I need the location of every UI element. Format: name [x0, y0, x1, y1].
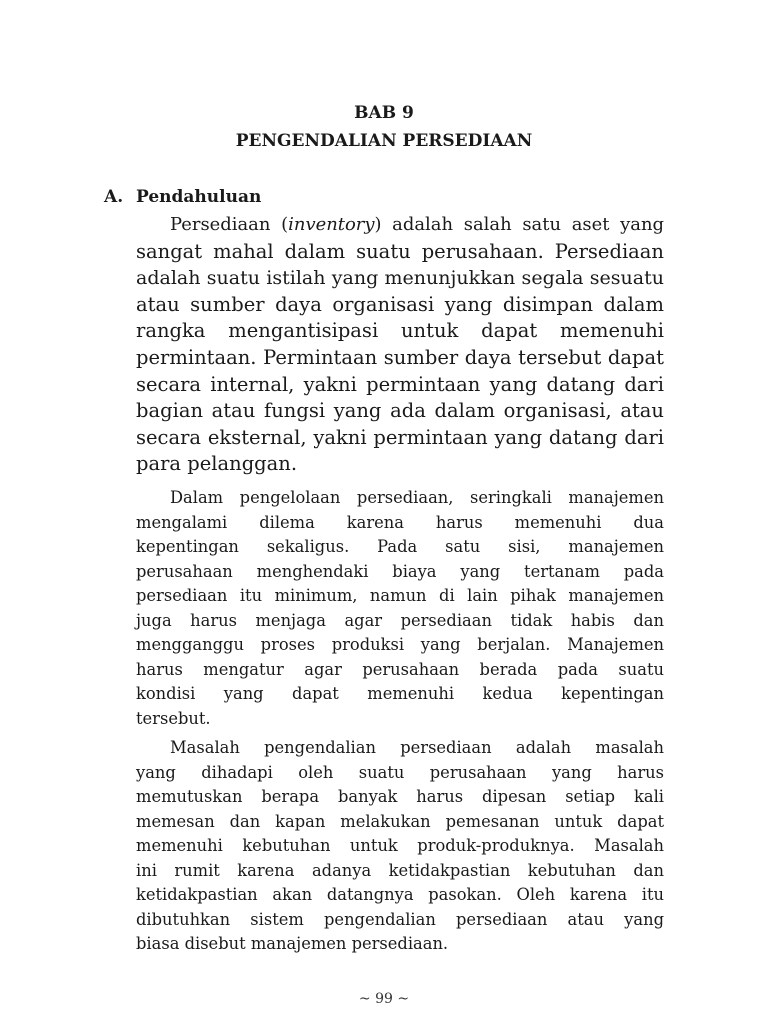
paragraph-line: para pelanggan. — [136, 452, 298, 476]
paragraph-line: secara internal, yakni permintaan yang datang dari — [136, 372, 664, 396]
paragraph-introduction — [136, 212, 664, 478]
paragraph-line: tersebut. — [136, 708, 211, 728]
paragraph-line: Dalam pengelolaan persediaan, seringkali manajemen — [170, 488, 664, 507]
chapter-title: PENGENDALIAN PERSEDIAAN — [235, 131, 533, 151]
paragraph-line: ini rumit karena adanya ketidakpastian kebutuhan dan — [136, 860, 664, 880]
paragraph-line: Persediaan (inventory) adalah salah satu aset yang — [170, 214, 664, 235]
paragraph-line: Masalah pengendalian persediaan adalah masalah — [170, 738, 664, 757]
paragraph-line: memesan dan kapan melakukan pemesanan untuk dapat — [136, 811, 664, 831]
section-heading — [104, 187, 261, 207]
paragraph-line: harus mengatur agar perusahaan berada pada suatu — [136, 659, 664, 679]
paragraph-line: adalah suatu istilah yang menunjukkan segala sesuatu — [136, 267, 664, 290]
paragraph-line: atau sumber daya organisasi yang disimpan dalam — [136, 292, 664, 316]
paragraph-control-problem — [136, 736, 664, 957]
paragraph-line: persediaan itu minimum, namun di lain pihak manajemen — [136, 586, 664, 605]
paragraph-line: permintaan. Permintaan sumber daya tersebut dapat — [136, 345, 664, 369]
paragraph-line: rangka mengantisipasi untuk dapat memenuhi — [136, 319, 664, 343]
section-letter: A. — [104, 187, 124, 207]
italic-term: inventory — [288, 214, 375, 235]
paragraph-line: sangat mahal dalam suatu perusahaan. Persediaan — [136, 239, 664, 263]
paragraph-line: memenuhi kebutuhan untuk produk-produknya. Masalah — [136, 836, 664, 855]
paragraph-line: mengganggu proses produksi yang berjalan. Manajemen — [136, 635, 664, 654]
paragraph-line: bagian atau fungsi yang ada dalam organisasi, atau — [136, 399, 664, 423]
paragraph-line: memutuskan berapa banyak harus dipesan setiap kali — [136, 787, 664, 806]
paragraph-line: kepentingan sekaligus. Pada satu sisi, manajemen — [136, 537, 664, 556]
paragraph-line: dibutuhkan sistem pengendalian persediaan atau yang — [136, 909, 664, 929]
chapter-number: BAB 9 — [354, 103, 414, 123]
paragraph-line: biasa disebut manajemen persediaan. — [136, 934, 449, 953]
paragraph-line: secara eksternal, yakni permintaan yang datang dari — [136, 425, 664, 449]
paragraph-line: ketidakpastian akan datangnya pasokan. Oleh karena itu — [136, 885, 664, 904]
paragraph-line: kondisi yang dapat memenuhi kedua kepentingan — [136, 684, 664, 703]
page-number: ~ 99 ~ — [358, 991, 410, 1007]
paragraph-line: juga harus menjaga agar persediaan tidak habis dan — [136, 610, 664, 630]
paragraph-line: perusahaan menghendaki biaya yang tertanam pada — [136, 561, 664, 581]
paragraph-line: mengalami dilema karena harus memenuhi dua — [136, 512, 664, 532]
paragraph-dilemma — [136, 486, 664, 731]
section-title: Pendahuluan — [136, 187, 262, 207]
paragraph-line: yang dihadapi oleh suatu perusahaan yang harus — [136, 762, 664, 782]
